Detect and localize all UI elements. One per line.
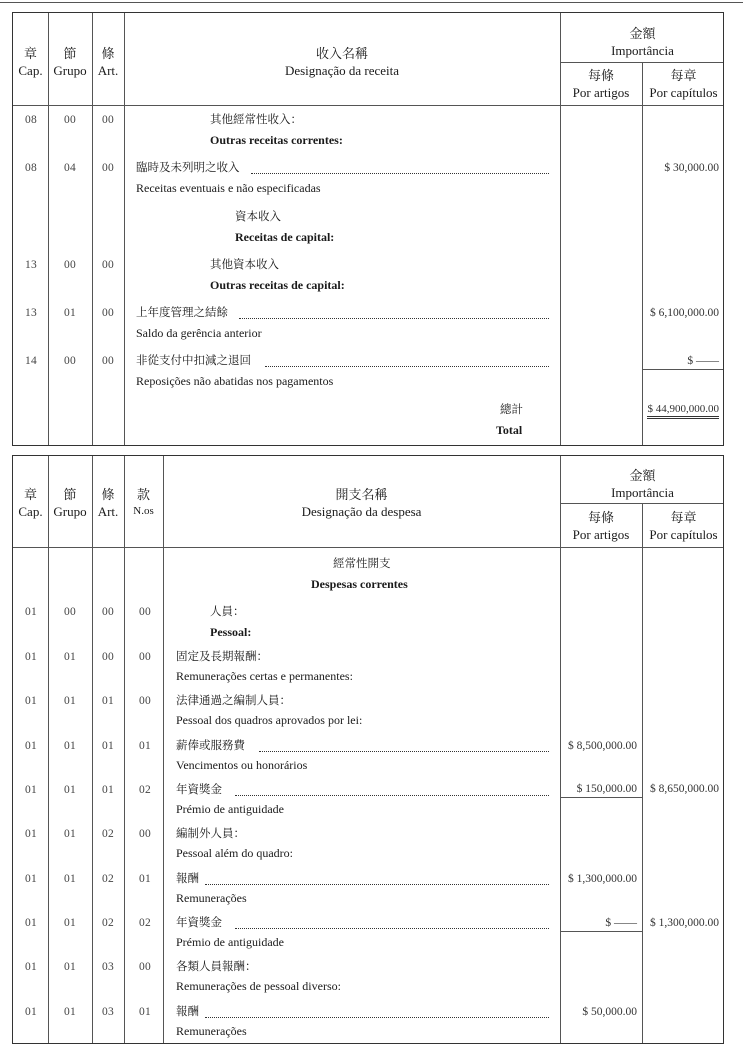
- header-artigos-zh: 每條: [587, 68, 614, 83]
- total-label-zh: 總計: [500, 402, 523, 416]
- row-pt: Reposições não abatidas nos pagamentos: [136, 374, 334, 388]
- header-art: [92, 45, 124, 79]
- row-art: 00: [102, 162, 114, 174]
- header-art: [92, 486, 124, 520]
- header-designation-pt: Designação da despesa: [301, 504, 422, 519]
- col-divider: [642, 62, 643, 445]
- header-grupo: [48, 486, 92, 520]
- header-rule: [13, 547, 723, 548]
- header-grupo: [48, 45, 92, 79]
- row-art: 01: [102, 740, 114, 752]
- col-divider: [92, 456, 93, 1043]
- header-cap-zh: 章: [23, 487, 37, 502]
- row-pt: Remunerações certas e permanentes:: [176, 669, 353, 683]
- header-amount-pt: Importância: [611, 485, 674, 500]
- row-cap: 14: [25, 355, 37, 367]
- row-art: 00: [102, 606, 114, 618]
- row-n: 02: [139, 917, 151, 929]
- header-grupo-zh: 節: [63, 487, 77, 502]
- row-grupo: 01: [64, 961, 76, 973]
- row-zh: 固定及長期報酬：: [176, 649, 268, 663]
- header-n-pt: N.os: [133, 505, 154, 517]
- row-pt: Despesas correntes: [311, 577, 408, 591]
- header-n: [124, 486, 163, 520]
- row-zh: 編制外人員：: [176, 826, 245, 840]
- header-grupo-pt: Grupo: [53, 504, 87, 519]
- row-pt: Remunerações de pessoal diverso:: [176, 979, 341, 993]
- subtotal-rule: [560, 797, 642, 798]
- total-amount: $ 44,900,000.00: [647, 403, 719, 419]
- header-artigos-pt: Por artigos: [572, 85, 630, 100]
- row-grupo: 04: [64, 162, 76, 174]
- header-cap-zh: 章: [23, 46, 37, 61]
- row-art: 02: [102, 917, 114, 929]
- leader-dots: [235, 795, 549, 796]
- row-zh: 報酬: [176, 871, 199, 885]
- header-artigos-zh: 每條: [587, 510, 614, 525]
- header-capitulos-zh: 每章: [670, 510, 697, 525]
- header-grupo-pt: Grupo: [53, 63, 87, 78]
- row-zh: 年資獎金: [176, 915, 222, 929]
- cap-amount: $ 8,650,000.00: [650, 783, 719, 795]
- header-por-artigos: [560, 67, 642, 101]
- row-art: 00: [102, 259, 114, 271]
- row-zh: 資本收入: [235, 209, 281, 223]
- row-art: 03: [102, 961, 114, 973]
- header-art-zh: 條: [101, 487, 115, 502]
- row-pt: Receitas de capital:: [235, 230, 335, 244]
- row-grupo: 01: [64, 307, 76, 319]
- row-art: 00: [102, 114, 114, 126]
- row-art: 01: [102, 784, 114, 796]
- leader-dots: [259, 751, 549, 752]
- header-subrule: [560, 503, 723, 504]
- header-designation: [124, 45, 560, 79]
- col-divider: [642, 503, 643, 1043]
- cap-amount: $ 6,100,000.00: [650, 307, 719, 319]
- header-subrule: [560, 62, 723, 63]
- header-capitulos-pt: Por capítulos: [649, 527, 718, 542]
- header-amount-zh: 金額: [629, 468, 656, 483]
- row-cap: 01: [25, 695, 37, 707]
- header-n-zh: 款: [136, 487, 150, 502]
- row-cap: 01: [25, 873, 37, 885]
- row-zh: 上年度管理之結餘: [136, 305, 228, 319]
- row-pt: Outras receitas de capital:: [210, 278, 345, 292]
- cap-amount: $ 30,000.00: [664, 162, 719, 174]
- header-art-pt: Art.: [97, 63, 119, 78]
- header-amount: [560, 25, 725, 59]
- row-pt: Pessoal além do quadro:: [176, 846, 293, 860]
- leader-dots: [235, 928, 549, 929]
- row-n: 00: [139, 606, 151, 618]
- row-grupo: 01: [64, 873, 76, 885]
- row-zh: 各類人員報酬：: [176, 959, 257, 973]
- row-art: 00: [102, 651, 114, 663]
- row-art: 00: [102, 355, 114, 367]
- header-rule: [13, 105, 723, 106]
- row-grupo: 01: [64, 828, 76, 840]
- header-cap: [13, 45, 48, 79]
- row-grupo: 00: [64, 259, 76, 271]
- row-n: 01: [139, 740, 151, 752]
- art-amount: $ 1,300,000.00: [568, 873, 637, 885]
- row-zh: 報酬: [176, 1004, 199, 1018]
- row-pt: Prémio de antiguidade: [176, 935, 284, 949]
- col-divider: [163, 456, 164, 1043]
- row-pt: Outras receitas correntes:: [210, 133, 343, 147]
- header-art-pt: Art.: [97, 504, 119, 519]
- header-amount: [560, 467, 725, 501]
- header-por-capitulos: [642, 509, 725, 543]
- header-grupo-zh: 節: [63, 46, 77, 61]
- subtotal-rule: [560, 931, 642, 932]
- row-cap: 01: [25, 606, 37, 618]
- row-n: 00: [139, 695, 151, 707]
- leader-dots: [205, 1017, 549, 1018]
- row-grupo: 01: [64, 740, 76, 752]
- leader-dots: [239, 318, 549, 319]
- header-por-artigos: [560, 509, 642, 543]
- header-capitulos-zh: 每章: [670, 68, 697, 83]
- header-cap-pt: Cap.: [18, 504, 43, 519]
- row-cap: 01: [25, 828, 37, 840]
- row-cap: 01: [25, 1006, 37, 1018]
- header-designation: [163, 486, 560, 520]
- row-art: 00: [102, 307, 114, 319]
- row-n: 00: [139, 828, 151, 840]
- art-amount: $ 8,500,000.00: [568, 740, 637, 752]
- row-cap: 01: [25, 651, 37, 663]
- row-cap: 01: [25, 917, 37, 929]
- cap-amount: $ ——: [687, 355, 719, 367]
- subtotal-rule: [642, 369, 723, 370]
- row-grupo: 01: [64, 784, 76, 796]
- row-cap: 08: [25, 114, 37, 126]
- leader-dots: [251, 173, 549, 174]
- row-grupo: 00: [64, 355, 76, 367]
- row-art: 01: [102, 695, 114, 707]
- expenses-table: [12, 455, 724, 1044]
- header-art-zh: 條: [101, 46, 115, 61]
- row-grupo: 01: [64, 917, 76, 929]
- row-pt: Remunerações: [176, 891, 247, 905]
- header-designation-zh: 收入名稱: [315, 46, 368, 61]
- header-artigos-pt: Por artigos: [572, 527, 630, 542]
- row-pt: Receitas eventuais e não especificadas: [136, 181, 321, 195]
- row-pt: Vencimentos ou honorários: [176, 758, 308, 772]
- row-grupo: 01: [64, 651, 76, 663]
- row-zh: 年資獎金: [176, 782, 222, 796]
- row-n: 01: [139, 1006, 151, 1018]
- row-grupo: 00: [64, 606, 76, 618]
- row-pt: Pessoal dos quadros aprovados por lei:: [176, 713, 363, 727]
- header-designation-pt: Designação da receita: [284, 63, 400, 78]
- cap-amount: $ 1,300,000.00: [650, 917, 719, 929]
- row-zh: 人員：: [210, 604, 245, 618]
- row-cap: 13: [25, 307, 37, 319]
- row-cap: 01: [25, 961, 37, 973]
- row-grupo: 01: [64, 1006, 76, 1018]
- row-art: 03: [102, 1006, 114, 1018]
- art-amount: $ 150,000.00: [576, 783, 637, 795]
- header-cap: [13, 486, 48, 520]
- header-por-capitulos: [642, 67, 725, 101]
- row-cap: 01: [25, 784, 37, 796]
- col-divider: [124, 456, 125, 1043]
- row-pt: Remunerações: [176, 1024, 247, 1038]
- row-n: 00: [139, 651, 151, 663]
- row-art: 02: [102, 873, 114, 885]
- row-cap: 08: [25, 162, 37, 174]
- row-n: 01: [139, 873, 151, 885]
- header-cap-pt: Cap.: [18, 63, 43, 78]
- row-cap: 13: [25, 259, 37, 271]
- row-n: 02: [139, 784, 151, 796]
- row-pt: Pessoal:: [210, 625, 252, 639]
- header-amount-zh: 金額: [629, 26, 656, 41]
- row-pt: Prémio de antiguidade: [176, 802, 284, 816]
- row-grupo: 01: [64, 695, 76, 707]
- row-zh: 法律通過之編制人員：: [176, 693, 291, 707]
- row-art: 02: [102, 828, 114, 840]
- row-zh: 臨時及未列明之收入: [136, 160, 240, 174]
- art-amount: $ ——: [605, 917, 637, 929]
- row-zh: 其他資本收入: [210, 257, 279, 271]
- row-zh: 非從支付中扣減之退回: [136, 353, 251, 367]
- header-capitulos-pt: Por capítulos: [649, 85, 718, 100]
- leader-dots: [205, 884, 549, 885]
- row-zh: 經常性開支: [333, 556, 391, 570]
- row-pt: Saldo da gerência anterior: [136, 326, 262, 340]
- row-n: 00: [139, 961, 151, 973]
- header-designation-zh: 開支名稱: [335, 487, 388, 502]
- total-label-pt: Total: [496, 423, 523, 437]
- leader-dots: [265, 366, 549, 367]
- page-top-rule: [0, 2, 743, 3]
- row-grupo: 00: [64, 114, 76, 126]
- row-zh: 其他經常性收入：: [210, 112, 302, 126]
- row-cap: 01: [25, 740, 37, 752]
- col-divider: [48, 456, 49, 1043]
- header-amount-pt: Importância: [611, 43, 674, 58]
- art-amount: $ 50,000.00: [582, 1006, 637, 1018]
- col-divider: [560, 456, 561, 1043]
- receipts-table: [12, 12, 724, 446]
- row-zh: 薪俸或服務費: [176, 738, 245, 752]
